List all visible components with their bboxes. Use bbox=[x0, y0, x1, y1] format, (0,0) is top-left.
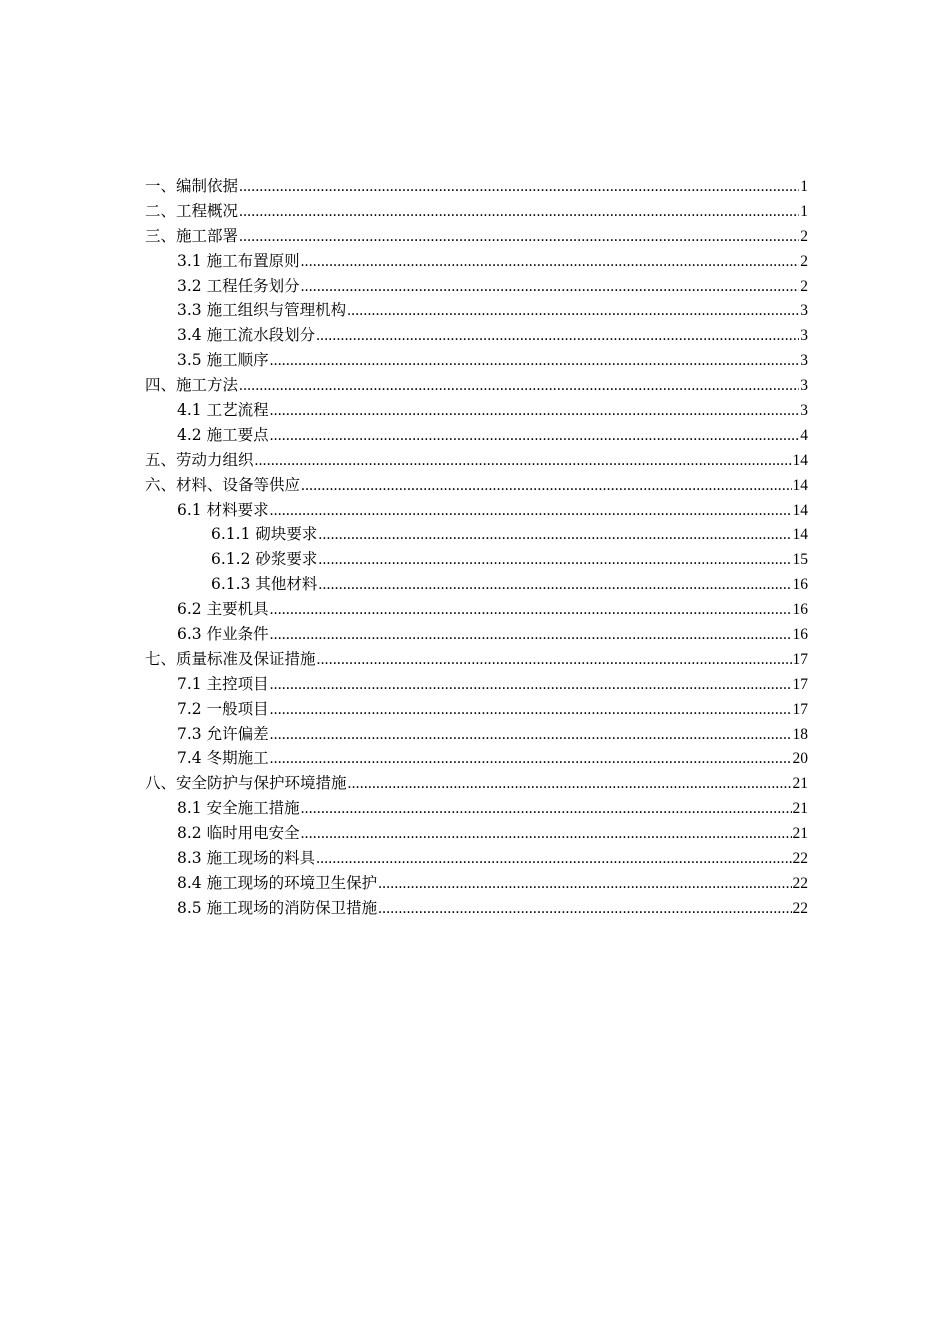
toc-entry-title: 3.4 施工流水段划分 bbox=[177, 326, 316, 345]
toc-entry-title: 6.1 材料要求 bbox=[177, 500, 269, 519]
toc-entry[interactable] bbox=[145, 473, 808, 498]
toc-page-number: 3 bbox=[800, 352, 808, 370]
toc-entry-title: 8.2 临时用电安全 bbox=[177, 824, 300, 843]
toc-entry[interactable] bbox=[145, 298, 808, 323]
toc-dot-leader bbox=[270, 398, 800, 424]
toc-entry[interactable] bbox=[145, 199, 808, 224]
toc-page-number: 14 bbox=[792, 451, 808, 469]
toc-page-number: 3 bbox=[800, 402, 808, 420]
toc-dot-leader bbox=[270, 746, 792, 772]
toc-entry[interactable] bbox=[145, 622, 808, 647]
toc-dot-leader bbox=[317, 647, 792, 673]
toc-entry-title: 8.5 施工现场的消防保卫措施 bbox=[177, 898, 378, 917]
toc-dot-leader bbox=[239, 373, 799, 399]
toc-entry-title: 3.1 施工布置原则 bbox=[177, 251, 300, 270]
toc-dot-leader bbox=[301, 821, 792, 847]
toc-page-number: 2 bbox=[800, 252, 808, 270]
toc-entry-title: 八、安全防护与保护环境措施 bbox=[145, 774, 347, 793]
toc-page-number: 17 bbox=[792, 700, 808, 718]
toc-dot-leader bbox=[316, 846, 791, 872]
toc-page-number: 17 bbox=[792, 675, 808, 693]
toc-entry[interactable] bbox=[145, 871, 808, 896]
toc-page-number: 4 bbox=[800, 426, 808, 444]
toc-entry-title: 七、质量标准及保证措施 bbox=[145, 649, 316, 668]
toc-page-number: 2 bbox=[800, 277, 808, 295]
toc-dot-leader bbox=[301, 473, 791, 499]
toc-entry-title: 7.4 冬期施工 bbox=[177, 749, 269, 768]
toc-page-number: 17 bbox=[792, 650, 808, 668]
toc-entry-title: 4.2 施工要点 bbox=[177, 425, 269, 444]
toc-entry[interactable] bbox=[145, 697, 808, 722]
toc-entry[interactable] bbox=[145, 597, 808, 622]
toc-entry[interactable] bbox=[145, 672, 808, 697]
toc-entry-title: 二、工程概况 bbox=[145, 201, 239, 220]
toc-entry-title: 四、施工方法 bbox=[145, 376, 239, 395]
toc-dot-leader bbox=[239, 199, 799, 225]
toc-page-number: 16 bbox=[792, 601, 808, 619]
toc-entry[interactable] bbox=[145, 224, 808, 249]
toc-page-number: 3 bbox=[800, 377, 808, 395]
toc-entry[interactable] bbox=[145, 722, 808, 747]
table-of-contents bbox=[145, 174, 808, 921]
toc-dot-leader bbox=[348, 771, 792, 797]
toc-entry[interactable] bbox=[145, 896, 808, 921]
toc-entry-title: 8.4 施工现场的环境卫生保护 bbox=[177, 873, 378, 892]
toc-entry-title: 一、编制依据 bbox=[145, 177, 239, 195]
toc-page-number: 14 bbox=[792, 526, 808, 544]
toc-page-number: 3 bbox=[800, 327, 808, 345]
toc-dot-leader bbox=[316, 323, 799, 349]
toc-entry[interactable] bbox=[145, 398, 808, 423]
toc-entry-title: 六、材料、设备等供应 bbox=[145, 475, 301, 494]
toc-entry-title: 3.3 施工组织与管理机构 bbox=[177, 301, 347, 320]
toc-dot-leader bbox=[318, 522, 791, 548]
toc-entry-title: 6.2 主要机具 bbox=[177, 600, 269, 619]
toc-page-number: 18 bbox=[792, 725, 808, 743]
toc-dot-leader bbox=[270, 697, 792, 723]
toc-dot-leader bbox=[347, 298, 799, 324]
toc-entry[interactable] bbox=[145, 323, 808, 348]
toc-entry[interactable] bbox=[145, 448, 808, 473]
toc-entry[interactable] bbox=[145, 796, 808, 821]
toc-entry[interactable] bbox=[145, 547, 808, 572]
toc-dot-leader bbox=[255, 448, 792, 474]
toc-entry[interactable] bbox=[145, 522, 808, 547]
toc-dot-leader bbox=[318, 572, 791, 598]
toc-page-number: 22 bbox=[792, 874, 808, 892]
toc-entry-title: 三、施工部署 bbox=[145, 226, 239, 245]
toc-page-number: 20 bbox=[792, 750, 808, 768]
toc-entry-title: 8.1 安全施工措施 bbox=[177, 799, 300, 818]
toc-page-number: 21 bbox=[792, 775, 808, 793]
toc-page-number: 22 bbox=[792, 899, 808, 917]
toc-dot-leader bbox=[301, 249, 800, 275]
toc-entry-title: 3.5 施工顺序 bbox=[177, 351, 269, 370]
toc-entry[interactable] bbox=[145, 174, 808, 199]
toc-dot-leader bbox=[270, 423, 800, 449]
toc-entry[interactable] bbox=[145, 373, 808, 398]
toc-entry-title: 3.2 工程任务划分 bbox=[177, 276, 300, 295]
toc-page-number: 15 bbox=[792, 551, 808, 569]
toc-page-number: 21 bbox=[792, 825, 808, 843]
toc-page-number: 2 bbox=[800, 227, 808, 245]
toc-page-number: 1 bbox=[800, 202, 808, 220]
toc-page-number: 14 bbox=[792, 501, 808, 519]
toc-dot-leader bbox=[301, 796, 792, 822]
toc-dot-leader bbox=[378, 871, 791, 897]
toc-page-number: 16 bbox=[792, 576, 808, 594]
toc-entry-title: 7.3 允许偏差 bbox=[177, 724, 269, 743]
toc-dot-leader bbox=[318, 547, 791, 573]
toc-entry[interactable] bbox=[145, 348, 808, 373]
toc-dot-leader bbox=[270, 348, 800, 374]
toc-dot-leader bbox=[270, 722, 792, 748]
toc-entry-title: 7.1 主控项目 bbox=[177, 674, 269, 693]
toc-entry[interactable] bbox=[145, 423, 808, 448]
toc-dot-leader bbox=[270, 597, 792, 623]
toc-page-number: 14 bbox=[792, 476, 808, 494]
toc-entry-title: 4.1 工艺流程 bbox=[177, 401, 269, 420]
toc-entry[interactable] bbox=[145, 498, 808, 523]
toc-entry-title: 7.2 一般项目 bbox=[177, 699, 269, 718]
toc-entry-title: 6.3 作业条件 bbox=[177, 625, 269, 644]
toc-entry[interactable] bbox=[145, 846, 808, 871]
toc-entry[interactable] bbox=[145, 746, 808, 771]
toc-dot-leader bbox=[378, 896, 791, 922]
toc-entry[interactable] bbox=[145, 274, 808, 299]
toc-page-number: 22 bbox=[792, 850, 808, 868]
toc-entry-title: 8.3 施工现场的料具 bbox=[177, 849, 316, 868]
toc-dot-leader bbox=[270, 622, 792, 648]
toc-entry[interactable] bbox=[145, 572, 808, 597]
toc-entry[interactable] bbox=[145, 647, 808, 672]
toc-page-number: 1 bbox=[800, 178, 808, 195]
toc-dot-leader bbox=[270, 498, 792, 524]
toc-entry-title: 6.1.1 砌块要求 bbox=[211, 525, 318, 544]
toc-page-number: 3 bbox=[800, 302, 808, 320]
toc-entry-title: 6.1.2 砂浆要求 bbox=[211, 550, 318, 569]
toc-dot-leader bbox=[270, 672, 792, 698]
toc-entry-title: 五、劳动力组织 bbox=[145, 450, 254, 469]
toc-dot-leader bbox=[239, 224, 799, 250]
toc-dot-leader bbox=[301, 274, 800, 300]
toc-entry[interactable] bbox=[145, 771, 808, 796]
toc-page-number: 21 bbox=[792, 800, 808, 818]
toc-entry[interactable] bbox=[145, 821, 808, 846]
toc-dot-leader bbox=[239, 174, 799, 200]
toc-page-number: 16 bbox=[792, 626, 808, 644]
toc-entry-title: 6.1.3 其他材料 bbox=[211, 575, 318, 594]
toc-entry[interactable] bbox=[145, 249, 808, 274]
